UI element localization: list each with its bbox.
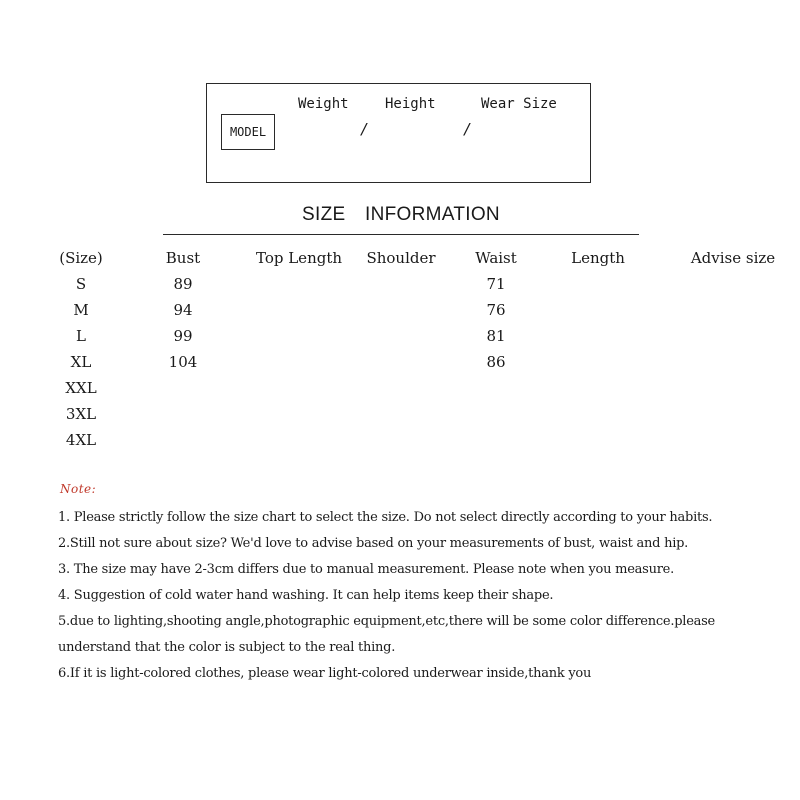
bust-col-header: Bust xyxy=(165,249,201,267)
table-cell: 4XL xyxy=(65,431,97,449)
model-info-box xyxy=(206,83,591,183)
title-divider xyxy=(163,234,639,235)
note-line-3: 3. The size may have 2-3cm differs due to manual measurement. Please note when you measure. xyxy=(58,562,674,577)
wear-size-header: Wear Size xyxy=(481,96,557,112)
table-cell: XL xyxy=(70,353,92,371)
table-cell: 81 xyxy=(486,327,506,345)
table-cell: 76 xyxy=(486,301,506,319)
note-line-4: 4. Suggestion of cold water hand washing. It can help items keep their shape. xyxy=(58,588,554,603)
table-cell: 3XL xyxy=(65,405,97,423)
wear-size-value: / xyxy=(463,120,473,138)
table-cell: 71 xyxy=(486,275,506,293)
note-line-2: 2.Still not sure about size? We'd love to advise based on your measurements of bust, waist and hip. xyxy=(58,536,689,551)
note-line-6: understand that the color is subject to the real thing. xyxy=(58,640,396,655)
table-cell: S xyxy=(75,275,87,293)
table-cell: XXL xyxy=(65,379,97,397)
shoulder-col-header: Shoulder xyxy=(366,249,436,267)
height-header: Height xyxy=(385,96,436,112)
advise-size-col-header: Advise size xyxy=(690,249,776,267)
waist-col-header: Waist xyxy=(475,249,517,267)
table-cell: L xyxy=(76,327,86,345)
table-cell: M xyxy=(73,301,89,319)
top-length-col-header: Top Length xyxy=(255,249,343,267)
table-cell: 89 xyxy=(173,275,193,293)
model-tag: MODEL xyxy=(221,114,275,150)
note-line-7: 6.If it is light-colored clothes, please wear light-colored underwear inside,thank you xyxy=(58,666,592,681)
table-cell: 104 xyxy=(168,353,198,371)
note-line-1: 1. Please strictly follow the size chart to select the size. Do not select directly according to your habits. xyxy=(58,510,713,525)
table-cell: 86 xyxy=(486,353,506,371)
size-col-header: (Size) xyxy=(59,249,103,267)
table-cell: 99 xyxy=(173,327,193,345)
length-col-header: Length xyxy=(571,249,625,267)
size-information-title: SIZE INFORMATION xyxy=(302,204,500,225)
weight-header: Weight xyxy=(298,96,349,112)
note-line-5: 5.due to lighting,shooting angle,photographic equipment,etc,there will be some color difference.please xyxy=(58,614,715,629)
table-cell: 94 xyxy=(173,301,193,319)
note-label: Note: xyxy=(60,482,97,496)
height-value: / xyxy=(360,120,370,138)
